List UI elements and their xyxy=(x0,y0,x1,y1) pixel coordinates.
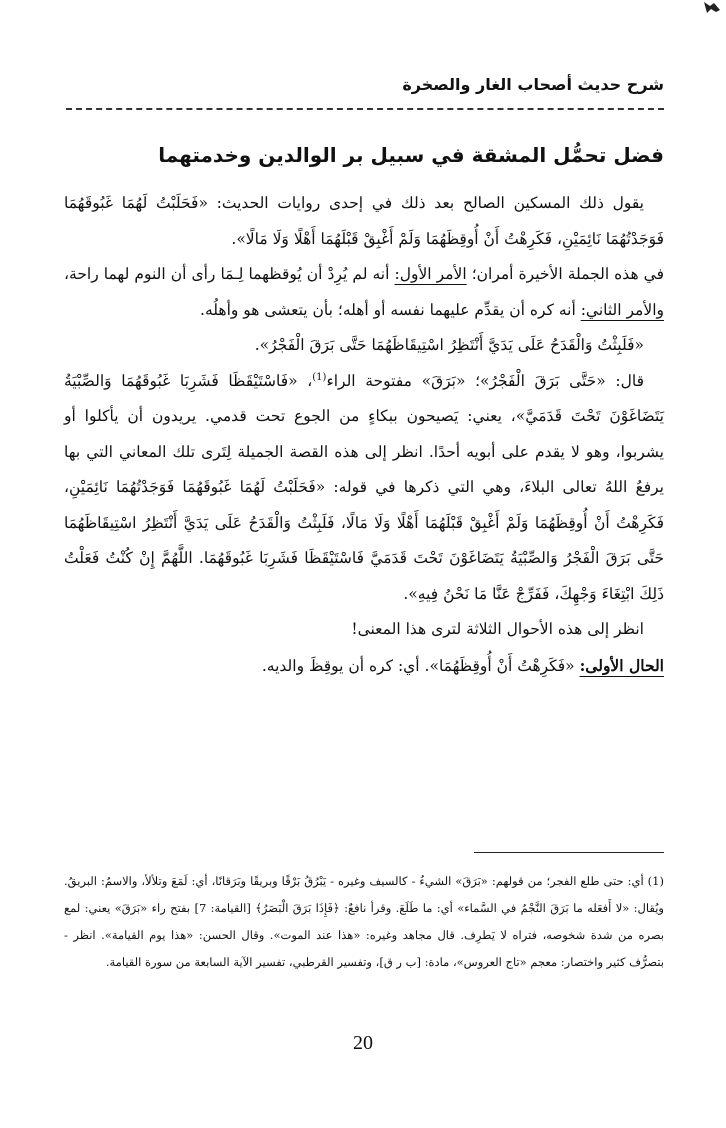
footnote-reference: (1) xyxy=(312,371,327,383)
footnote: (1) أي: حتى طلع الفجر؛ من قولهم: «بَرَقَ» الشيءُ - كالسيف وغيره - يَبْرُقُ بَرْقًا وبريقًا وبَرَقانًا، أي: لَمَعَ وتلألأ، والاسمُ: البريقُ. ويُقال: «لا أَفعَله ما بَرَقَ النَّجْمُ في السَّماء» أي: ما طَلَعَ. وقرأ نافعٌ: ﴿فَإِذَا بَرَقَ الْبَصَرُ﴾ [القيامة: 7] بفتح راء «بَرَقَ» يعني: لمع بصره من شدة شخوصه، فتراه لا يَطرِف. قال مجاهد وغيره: «هذا عند الموت». وقال الحسن: «هذا يوم القيامة». انظر - بتصرُّف كثير واختصار: معجم «تاج العروس»، مادة: [ب ر ق]، وتفسير القرطبي، تفسير الآية السابعة من سورة القيامة. xyxy=(64,874,664,969)
first-state-label: الحال الأولى: xyxy=(579,655,664,675)
paragraph-6 xyxy=(64,648,664,685)
scan-corner-mark xyxy=(702,0,722,16)
running-title: شرح حديث أصحاب الغار والصخرة xyxy=(402,75,664,94)
paragraph-5: انظر إلى هذه الأحوال الثلاثة لترى هذا المعنى! xyxy=(351,620,644,638)
paragraph-2-text-b: أنه لم يُرِدْ أن يُوقظهما لِـمَا رأى أن النوم لهما راحة، xyxy=(64,265,395,283)
page-number: 20 xyxy=(353,1032,373,1054)
footnote-divider xyxy=(474,852,664,853)
paragraph-4 xyxy=(64,364,664,613)
paragraph-1: يقول ذلك المسكين الصالح بعد ذلك في إحدى روايات الحديث: «فَحَلَبْتُ لَهُمَا غَبُوقَهُمَا فَوَجَدْتُهُمَا نَائِمَيْنِ، فَكَرِهْتُ أَنْ أُوقِظَهُمَا وَلَمْ أَغْبِقْ قَبْلَهُمَا أَهْلًا وَلَا مَالًا». xyxy=(64,194,664,248)
first-matter-label: الأمر الأول: xyxy=(394,265,467,283)
paragraph-2 xyxy=(64,257,664,328)
paragraph-3: «فَلَبِثْتُ وَالْقَدَحُ عَلَى يَدَيَّ أَنْتَظِرُ اسْتِيقَاظَهُمَا حَتَّى بَرَقَ الْفَجْرُ». xyxy=(254,336,644,354)
header-divider xyxy=(66,108,664,110)
paragraph-2-text-a: في هذه الجملة الأخيرة أمران؛ xyxy=(466,265,665,283)
paragraph-4-text-b: ، «فَاسْتَيْقَظَا فَشَرِبَا غَبُوقَهُمَا وَالصِّبْيَةُ يَتَضَاغَوْنَ تَحْتَ قَدَمَيَّ»، يعني: يَصيحون ببكاءٍ من الجوع تحت قدمي. يريدون أن يأكلوا أو يشربوا، وهو لا يقدم على أبويه أحدًا. انظر إلى هذه القصة الجميلة لِتَرى تلك المعاني التي بها يرفعُ اللهُ تعالى البلاءَ، وهي التي ذكرها في قوله: «فَحَلَبْتُ لَهُمَا غَبُوقَهُمَا فَوَجَدْتُهُمَا نَائِمَيْنِ، فَكَرِهْتُ أَنْ أُوقِظَهُمَا وَلَمْ أَغْبِقْ قَبْلَهُمَا أَهْلًا وَلَا مَالًا، فَلَبِثْتُ وَالْقَدَحُ عَلَى يَدَيَّ أَنْتَظِرُ اسْتِيقَاظَهُمَا حَتَّى بَرَقَ الْفَجْرُ وَالصِّبْيَةُ يَتَضَاغَوْنَ تَحْتَ قَدَمَيَّ فَاسْتَيْقَظَا فَشَرِبَا غَبُوقَهُمَا. اللَّهُمَّ إِنْ كُنْتُ فَعَلْتُ ذَلِكَ ابْتِغَاءَ وَجْهِكَ، فَفَرِّجْ عَنَّا مَا نَحْنُ فِيهِ». xyxy=(64,371,664,603)
paragraph-2-text-c: أنه كره أن يقدِّم عليهما نفسه أو أهله؛ بأن يتعشى هو وأهلُه. xyxy=(200,300,581,319)
paragraph-6-text: «فَكَرِهْتُ أَنْ أُوقِظَهُمَا». أي: كره أن يوقِظَ والديه. xyxy=(261,656,580,675)
paragraph-4-text-a: قال: «حَتَّى بَرَقَ الْفَجْرُ»؛ «بَرَقَ» مفتوحة الراء xyxy=(326,371,644,390)
second-matter-label: والأمر الثاني: xyxy=(580,300,664,319)
section-title: فضل تحمُّل المشقة في سبيل بر الوالدين وخدمتهما xyxy=(158,143,664,167)
body-text xyxy=(64,186,664,684)
